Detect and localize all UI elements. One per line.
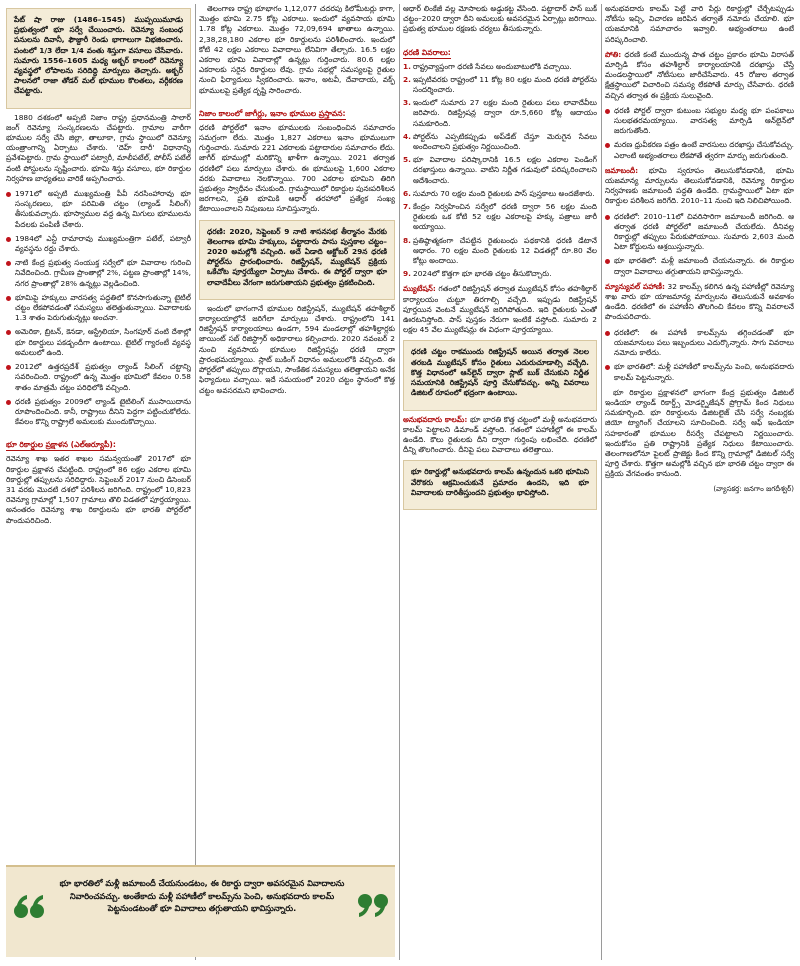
- bullet-icon: [605, 215, 610, 220]
- list-item: భూమిపై హక్కులు వారసత్వ పద్ధతిలో కొనసాగుతున్నా టైటిల్ చట్టం లేకపోవడంతో సమస్యలు తలెత్తుతున్నాయి. వివాదాలకు 1.3 శాతం పెరుగుతున్నట్లు అంచనా.: [6, 293, 191, 324]
- column-4: [605, 4, 794, 960]
- column-divider: [195, 4, 196, 960]
- highlight-text: ధరణి చట్టం రాకముందు రిజిస్ట్రేషన్ అయిన తర్వాత నెలల తరబడి మ్యుటేషన్ కోసం రైతులు ఎదురుచూడాల్సి వచ్చేది. కొత్త విధానంలో ఆన్‌లైన్ ద్వారా స్లాట్ బుక్ చేసుకుని నిర్ణీత సమయానికి రిజిస్ట్రేషన్ పూర్తి చేసుకోవచ్చు. అన్ని వివరాలు డిజిటల్ రూపంలో భద్రంగా ఉంటాయి.: [411, 347, 589, 398]
- open-quote-icon: [12, 889, 46, 923]
- author-credit: (వ్యాసకర్త: జనగాం జగదీశ్వర్): [713, 484, 794, 493]
- intro-box: [6, 8, 191, 109]
- list-item: 3. ఇందులో సుమారు 27 లక్షల మంది రైతులు పలు లావాదేవీలు జరిపారు. రిజిస్ట్రేషన్ల ద్వారా రూ.5,660 కోట్ల ఆదాయం సమకూరింది.: [403, 98, 597, 128]
- bullet-icon: [605, 331, 610, 336]
- paragraph: జమాబందీ: భూమి స్వరూపం తెలుసుకోవడానికి, భూమి యజమాన్య మార్పులను తెలుసుకోవడానికి, రెవెన్యూ రికార్డుల నిర్వహణకు జమాబందీ పద్ధతి ఉండేది. గ్రామస్థాయిలో ఏటా భూ రికార్డుల పరిశీలన జరిగేది. 2010–11 నుంచి ఇది నిలిచిపోయింది.: [605, 165, 794, 206]
- list-item: భూ భారతిలో: మళ్లీ జమాబందీ చేయనున్నారు. ఈ రికార్డుల ద్వారా వివాదాలు తగ్గుతాయని భావిస్తున్నారు.: [605, 256, 794, 276]
- bullet-icon: [605, 143, 610, 148]
- list-item: నాటి కేంద్ర ప్రభుత్వ సంయుక్త సర్వేలో భూ వివాదాల గురించి నివేదించింది. గ్రామీణ ప్రాంతాల్లో 2%, పట్టణ ప్రాంతాల్లో 14%, నగర ప్రాంతాల్లో 28% ఉన్నట్లు వెల్లడించింది.: [6, 258, 191, 289]
- paragraph: పోతి: ధరణి కంటే ముందున్న పాత చట్టం ప్రకారం భూమి విరాసత్ మార్పిడి కోసం తహశీల్దార్ కార్యాలయానికి దరఖాస్తు చేస్తే మండలస్థాయిలో నోటీసులు జారీచేసేవారు. 45 రోజుల తర్వాత క్షేత్రస్థాయిలో విచారించి సమస్య లేకపోతే మార్పు చేసేవారు. ధరణి వచ్చిన తర్వాత ఈ ప్రక్రియ సులువైంది.: [605, 49, 794, 100]
- bullet-icon: [6, 261, 11, 266]
- list-item: 6. సుమారు 70 లక్షల మంది రైతులకు పాస్ పుస్తకాలు అందజేశారు.: [403, 188, 595, 198]
- list-item: భూ భారతిలో: మళ్లీ పహాణీలో కాలమ్స్‌ను పెంచి, అనుభవదారు కాలమ్ పెట్టనున్నారు.: [605, 362, 794, 382]
- list-item: ధరణి ప్రభుత్వం 2009లో ల్యాండ్ టైటిలింగ్ ముసాయిదాను రూపొందించింది. కానీ, రాష్ట్రాలు దీనిని పెద్దగా పట్టించుకోలేదు. కేవలం కొన్ని రాష్ట్రాలే అమలుకు ముందుకొచ్చాయి.: [6, 397, 191, 428]
- bullet-icon: [6, 296, 11, 301]
- column-divider: [601, 4, 602, 960]
- highlight-text: ధరణి: 2020, సెప్టెంబర్ 9 నాటి శాసనసభ తీర్మానం మేరకు తెలంగాణ భూమి హక్కులు, పట్టాదారు పాసు పుస్తకాల చట్టం–2020 అమల్లోకి వచ్చింది. అదే ఏడాది అక్టోబర్ 29న ధరణి పోర్టల్‌ను ప్రారంభించారు. రిజిస్ట్రేషన్, మ్యుటేషన్ ప్రక్రియ ఒకేచోట పూర్తయ్యేలా ఏర్పాటు చేశారు. ఈ పోర్టల్ ద్వారా భూ లావాదేవీలు వేగంగా జరుగుతాయని ప్రభుత్వం ప్రకటించింది.: [207, 226, 387, 287]
- list-item: 2. ఇప్పటివరకు రాష్ట్రంలో 11 కోట్ల 80 లక్షల మంది ధరణి పోర్టల్‌ను సందర్శించారు.: [403, 74, 597, 95]
- highlight-box: [199, 220, 395, 300]
- paragraph: అనుభవదారు కాలమ్ పెట్టే వారి పేర్లు రికార్డుల్లో చేర్చేటప్పుడు నోటీసు ఇచ్చి, విచారణ జరిపిన తర్వాతే నమోదు చేయాలి. భూ యజమానికి సమాచారం ఇవ్వాలి. అభ్యంతరాలు ఉంటే పరిష్కరించాలి.: [605, 4, 794, 44]
- bullet-icon: [605, 259, 610, 264]
- highlight-box: [403, 340, 597, 410]
- list-item: అమెరికా, బ్రిటన్, కెనడా, ఆస్ట్రేలియా, సింగపూర్ వంటి దేశాల్లో భూ రికార్డులు పకడ్బందీగా ఉంటాయి. టైటిల్ గ్యారంటీ వ్యవస్థ అమలులో ఉంది.: [6, 327, 191, 358]
- inline-heading: మ్యుటేషన్:: [403, 284, 436, 294]
- paragraph: ఇందులో భాగంగానే భూముల రిజిస్ట్రేషన్, మ్యుటేషన్ తహశీల్దార్ కార్యాలయాల్లోనే జరిగేలా మార్పులు చేశారు. రాష్ట్రంలోని 141 రిజిస్ట్రేషన్ కార్యాలయాలు ఉండగా, 594 మండలాల్లో తహశీల్దార్లకు జాయింట్ సబ్ రిజిస్ట్రార్ అధికారాలు కల్పించారు. 2020 నవంబర్ 2 నుంచి వ్యవసాయ భూముల రిజిస్ట్రేషన్లు ధరణి ద్వారా ప్రారంభమయ్యాయి. స్లాట్ బుకింగ్ విధానం అమలులోకి వచ్చింది. ఈ పోర్టల్‌లో తప్పులు దొర్లాయని, సాంకేతిక సమస్యలు తలెత్తాయని అనేక ఫిర్యాదులు వచ్చాయి. ఇదే సమయంలో 2020 చట్టం స్థానంలో కొత్త చట్టం అవసరమని భావించారు.: [199, 303, 395, 395]
- list-item: 1. రాష్ట్రవ్యాప్తంగా ధరణి సేవలు అందుబాటులోకి వచ్చాయి.: [403, 61, 572, 71]
- bullet-icon: [6, 237, 11, 242]
- paragraph: మ్యుటేషన్: గతంలో రిజిస్ట్రేషన్ తర్వాత మ్యుటేషన్ కోసం తహశీల్దార్ కార్యాలయం చుట్టూ తిరగాల్సి వచ్చేది. ఇప్పుడు రిజిస్ట్రేషన్ పూర్తయిన వెంటనే మ్యుటేషన్ జరిగిపోతుంది. ఇది రైతులకు ఎంతో ఊరటనిస్తోంది. పాస్ పుస్తకం నేరుగా ఇంటికే వస్తోంది. సుమారు 2 లక్షల 45 వేల మ్యుటేషన్లు ఈ విధంగా పూర్తయ్యాయి.: [403, 284, 597, 335]
- bullet-icon: [6, 330, 11, 335]
- bullet-icon: [6, 192, 11, 197]
- column-3: [403, 4, 597, 960]
- list-item: 1984లో ఎన్టీ రామారావు ముఖ్యమంత్రిగా పటేల్, పట్వారీ వ్యవస్థను రద్దు చేశారు.: [6, 234, 191, 254]
- column-1: [6, 4, 191, 860]
- pull-quote-text: భూ భారతిలో మళ్లీ జమాబందీ చేయనుండటం, ఈ రికార్డు ద్వారా అవసరమైన వివాదాలను నివారించవచ్చు. అంతేకాదు మళ్లీ పహాణీలో కాలమ్స్‌ను పెంచి, అనుభవదారు కాలమ్ పెట్టనుండటంతో భూ వివాదాలు తగ్గుతాయని భావిస్తున్నారు.: [59, 878, 345, 913]
- section-heading: భూ రికార్డుల ప్రక్షాళన (ఎల్ఆర్యూపీ):: [6, 440, 116, 450]
- paragraph: మ్యాన్యువల్ పహాణీ: 32 కాలమ్స్ కలిగిన ఉన్న పహాణీల్లో రెవెన్యూ శాఖ వారు భూ యాజమాన్య మార్పులను తెలుసుకునే అవకాశం ఉండేది. ధరణిలో ఈ పహాణీని తొలగించి కేవలం కొన్ని వివరాలనే పొందుపరిచారు.: [605, 281, 794, 322]
- paragraph: ధరణి పోర్టల్‌లో ఇనాం భూములకు సంబంధించిన సమాచారం సమగ్రంగా లేదు. మొత్తం 1,827 ఎకరాలు ఇనాం భూములుగా గుర్తించారు. సుమారు 221 ఎకరాలకు పట్టాదారుల సమాచారం లేదు. జాగీర్ భూముల్లో మరికొన్ని ఖాళీగా ఉన్నాయి. 2021 తర్వాత ధరణిలో పలు మార్పులు చేశారు. ఈ భూములపై 1,600 ఎకరాల వరకు వివాదాలు నెలకొన్నాయి. 700 ఎకరాల భూమిని తిరిగి ప్రభుత్వం స్వాధీనం చేసుకుంది. గ్రామస్థాయిలో రికార్డుల పునఃపరిశీలన జరగాలని, ప్రతి భూమికి ఆధార్ తరహాలో ప్రత్యేక సంఖ్య కేటాయించాలని నిపుణులు సూచిస్తున్నారు.: [199, 122, 395, 214]
- highlight-text: భూ రికార్డుల్లో అనుభవదారు కాలమ్ ఉన్నందున ఒకరి భూమిని వేరొకరు ఆక్రమించుకునే ప్రమాదం ఉందని, ఇది భూ వివాదాలకు దారితీస్తుందని ప్రభుత్వం భావిస్తోంది.: [411, 467, 589, 497]
- bullet-list: [6, 189, 191, 427]
- paragraph: తెలంగాణ రాష్ట్ర భూభాగం 1,12,077 చదరపు కిలోమీటర్లు కాగా, మొత్తం భూమి 2.75 కోట్ల ఎకరాలు. ఇందులో వ్యవసాయ భూమి 1.78 కోట్ల ఎకరాలు. మొత్తం 72,09,694 ఖాతాలు ఉన్నాయి. 2,38,28,180 ఎకరాల భూ రికార్డులను పరిశీలించారు. ఇందులో కోటి 42 లక్షల ఎకరాలు వివాదాలు లేనివిగా తేల్చారు. 16.5 లక్షల ఎకరాల భూమి వివాదాల్లో ఉన్నట్లు గుర్తించారు. 80.6 లక్షల ఎకరాలకు సరైన రికార్డులు లేవు. గ్రామ సభల్లో సమస్యలపై రైతుల నుంచి ఫిర్యాదులు స్వీకరించారు. ఇనాం, అటవీ, దేవాదాయ, వక్ఫ్ భూములపై ప్రత్యేక దృష్టి సారించారు.: [199, 4, 395, 95]
- intro-paragraph: పేట్ షా రాజు (1486–1545) ముప్పయిమూడు ప్రభుత్వంలో భూ సర్వే చేయించారు. రెవెన్యూ సంబంధ పనులను దివానీ, ఫౌజ్దారీ రెండు భాగాలుగా విభజించారు. పంటలో 1/3 లేదా 1/4 వంతు శిస్తుగా వసూలు చేసేవారు. సుమారు 1556–1605 మధ్య అక్బర్ కాలంలో రెవెన్యూ వ్యవస్థలో లోపాలను సరిదిద్ది మార్పులు తెచ్చారు. అక్బర్ పాలనలో రాజా తోడర్ మల్ భూముల కొలతలు, వర్గీకరణ చేపట్టారు.: [14, 15, 183, 96]
- bullet-icon: [605, 365, 610, 370]
- numbered-list: [403, 62, 597, 280]
- bullet-icon: [6, 365, 11, 370]
- section-heading: ధరణి వివరాలు:: [403, 47, 451, 57]
- list-item: ధరణిలో: 2010–11లో చివరిసారిగా జమాబందీ జరిగింది. ఆ తర్వాత ధరణి పోర్టల్‌లో జమాబందీ చేయలేదు. దీనివల్ల రికార్డుల్లో తప్పులు పేరుకుపోయాయి. సుమారు 2,603 మంది ఏటా కోర్టులను ఆశ్రయిస్తున్నారు.: [605, 212, 794, 253]
- inline-heading: అనుభవదారు కాలమ్:: [403, 414, 468, 424]
- inline-heading: జమాబందీ:: [605, 165, 639, 175]
- list-item: ధరణిలో: ఈ పహాణీ కాలమ్స్‌ను తగ్గించడంతో భూ యజమానులు పలు ఇబ్బందులు ఎదుర్కొన్నారు. సాగు వివరాలు నమోదు కాలేదు.: [605, 328, 794, 359]
- list-item: 4. పోర్టల్‌ను ఎప్పటికప్పుడు అప్‌డేట్ చేస్తూ మెరుగైన సేవలు అందించాలని ప్రభుత్వం నిర్ణయించింది.: [403, 131, 597, 152]
- list-item: మరణ ధ్రువీకరణ పత్రం ఉంటే వారసులు దరఖాస్తు చేసుకోవచ్చు. ఎలాంటి అభ్యంతరాలు లేకపోతే త్వరగా మార్పు జరుగుతుంది.: [605, 140, 794, 160]
- bullet-icon: [605, 109, 610, 114]
- list-item: 5. భూ వివాదాల పరిష్కారానికి 16.5 లక్షల ఎకరాల పెండింగ్ దరఖాస్తులు ఉన్నాయి. వాటిని నిర్ణీత గడువులో పరిష్కరించాలని ఆదేశించారు.: [403, 155, 597, 185]
- inline-heading: పోతి:: [605, 49, 622, 59]
- pull-quote: [6, 865, 395, 957]
- list-item: ధరణి పోర్టల్ ద్వారా కుటుంబ సభ్యుల మధ్య భూ పంపకాలు సులభతరమయ్యాయి. వారసత్వ మార్పిడి ఆన్‌లైన్‌లో జరుగుతోంది.: [605, 106, 794, 137]
- bullet-list: [605, 106, 794, 161]
- section-heading: నిజాం కాలంలో జాగీర్లు, ఇనాం భూముల ప్రస్తావన:: [199, 108, 346, 118]
- bullet-icon: [6, 400, 11, 405]
- inline-heading: మ్యాన్యువల్ పహాణీ:: [605, 281, 665, 291]
- column-divider: [399, 4, 400, 960]
- paragraph: అనుభవదారు కాలమ్: భూ భారతి కొత్త చట్టంలో మళ్లీ అనుభవదారు కాలమ్ పెట్టాలని డిమాండ్ వస్తోంది. గతంలో పహాణీల్లో ఈ కాలమ్ ఉండేది. కౌలు రైతులకు దీని ద్వారా గుర్తింపు లభించేది. ధరణిలో దీన్ని తొలగించారు. దీనిపై పలు వివాదాలు తలెత్తాయి.: [403, 414, 597, 455]
- list-item: 9. 2024లో కొత్తగా భూ భారతి చట్టం తీసుకొచ్చారు.: [403, 269, 552, 279]
- list-item: 7. కేంద్రం నిర్వహించిన సర్వేలో ధరణి ద్వారా 56 లక్షల మంది రైతులకు ఒక కోటి 52 లక్షల ఎకరాలపై హక్కు పత్రాలు జారీ అయ్యాయి.: [403, 202, 597, 232]
- list-item: 1971లో అప్పటి ముఖ్యమంత్రి పీవీ నరసింహారావు భూ సంస్కరణలు, భూ పరిమితి చట్టం (ల్యాండ్ సీలింగ్) తీసుకువచ్చారు. భూస్వాముల వద్ద ఉన్న మిగులు భూములను పేదలకు పంపిణీ చేశారు.: [6, 189, 191, 230]
- column-2: [199, 4, 395, 860]
- list-item: 8. ప్రతిష్ఠాత్మకంగా చేపట్టిన రైతుబంధు పథకానికి ధరణి డేటానే ఆధారం. 70 లక్షల మంది రైతులకు 12 విడతల్లో రూ.80 వేల కోట్లు అందాయి.: [403, 235, 597, 266]
- highlight-box: [403, 460, 597, 510]
- paragraph: భూ రికార్డుల ప్రక్షాళనలో భాగంగా కేంద్ర ప్రభుత్వం డిజిటల్ ఇండియా ల్యాండ్ రికార్డ్స్ మోడర్నైజేషన్ ప్రోగ్రామ్ కింద నిధులు సమకూర్చింది. భూ రికార్డులను డిజిటలైజ్ చేసి సర్వే నంబర్లకు జియో ట్యాగింగ్ చేయాలని సూచించింది. సర్వే ఆఫ్ ఇండియా సహకారంతో భూముల రీసర్వే చేపట్టాలని నిర్ణయించారు. ఇందుకోసం ప్రతి రాష్ట్రానికి ప్రత్యేక నిధులు కేటాయించారు. తెలంగాణలోనూ పైలట్ ప్రాజెక్టు కింద కొన్ని గ్రామాల్లో డిజిటల్ సర్వే పూర్తి చేశారు. కొత్తగా అమల్లోకి వచ్చిన భూ భారతి చట్టం ద్వారా ఈ ప్రక్రియ వేగవంతం కానుంది.: [605, 387, 794, 479]
- paragraph: రెవెన్యూ శాఖ ఇతర శాఖల సమన్వయంతో 2017లో భూ రికార్డుల ప్రక్షాళన చేపట్టింది. రాష్ట్రంలో 86 లక్షల ఎకరాల భూమి రికార్డుల్లో తప్పులను సరిదిద్దారు. సెప్టెంబర్ 2017 నుంచి డిసెంబర్ 31 వరకు మొదటి దశలో పరిశీలన జరిగింది. రాష్ట్రంలో 10,823 రెవెన్యూ గ్రామాల్లో 1,507 గ్రామాలు తొలి విడతలో పూర్తయ్యాయి. అనంతరం రెవెన్యూ శాఖ రికార్డులను భూ భారతి పోర్టల్‌లో పొందుపరిచింది.: [6, 454, 191, 525]
- list-item: 2012లో ఉత్తరప్రదేశ్ ప్రభుత్వం ల్యాండ్ సీలింగ్ చట్టాన్ని సవరించింది. రాష్ట్రంలో ఉన్న మొత్తం భూమిలో కేవలం 0.58 శాతం మాత్రమే చట్టం పరిధిలోకి వచ్చింది.: [6, 362, 191, 393]
- bullet-list: [605, 212, 794, 277]
- close-quote-icon: [356, 889, 390, 923]
- paragraph: ఆధార్ లింకేజీ వల్ల మోసాలకు అడ్డుకట్ట వేసింది. పట్టాదార్ పాస్ బుక్ చట్టం–2020 ద్వారా దీని అమలుకు అవసరమైన ఏర్పాట్లు జరిగాయి. ప్రభుత్వ భూముల రక్షణకు చర్యలు తీసుకున్నారు.: [403, 4, 597, 34]
- bullet-list: [605, 328, 794, 383]
- paragraph: 1880 దశకంలో అప్పటి నిజాం రాష్ట్ర ప్రధానమంత్రి సాలార్ జంగ్ రెవెన్యూ సంస్కరణలను చేపట్టారు. గ్రామాల వారీగా భూముల సర్వే చేసి జిల్లా, తాలూకా, గ్రామ స్థాయిలో రెవెన్యూ యంత్రాంగాన్ని ఏర్పాటు చేశారు. 'దెహ్ దారీ' విధానాన్ని ప్రవేశపెట్టారు. గ్రామ స్థాయిలో పట్వారీ, మాలీపటేల్, పోలీస్ పటేల్ వంటి పోస్టులను సృష్టించారు. భూమి శిస్తు వసూలు, భూ రికార్డుల నిర్వహణ బాధ్యతలు వారికే అప్పగించారు.: [6, 112, 191, 183]
